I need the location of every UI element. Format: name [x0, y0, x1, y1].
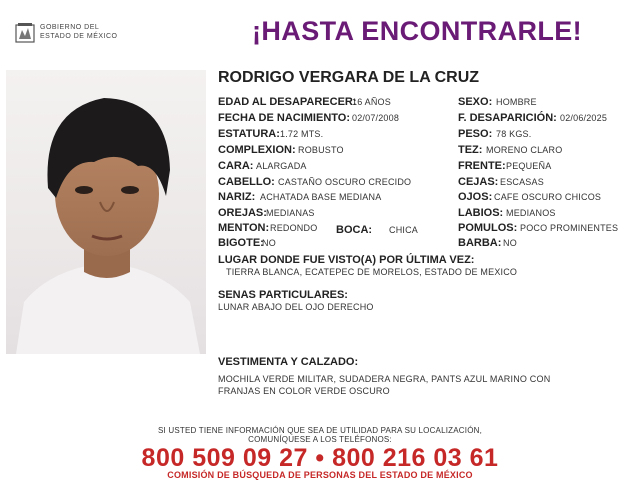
- logo-text-line2: ESTADO DE MÉXICO: [40, 33, 118, 40]
- value-sexo: HOMBRE: [496, 97, 537, 107]
- label-labios: LABIOS:: [458, 207, 504, 219]
- label-ojos: OJOS:: [458, 191, 493, 203]
- label-last-seen: LUGAR DONDE FUE VISTO(A) POR ÚLTIMA VEZ:: [218, 254, 475, 266]
- logo-text-line1: GOBIERNO DEL: [40, 24, 100, 31]
- state-coat-of-arms-icon: [14, 22, 36, 44]
- label-complexion: COMPLEXION:: [218, 144, 296, 156]
- label-cara: CARA:: [218, 160, 254, 172]
- value-edad: 16 AÑOS: [352, 97, 391, 107]
- label-sexo: SEXO:: [458, 96, 493, 108]
- value-cara: ALARGADA: [256, 161, 307, 171]
- label-cabello: CABELLO:: [218, 176, 275, 188]
- label-menton: MENTON:: [218, 222, 270, 234]
- value-clothing: MOCHILA VERDE MILITAR, SUDADERA NEGRA, PANTS AZUL MARINO CON FRANJAS EN COLOR VERDE OSCURO: [218, 374, 551, 396]
- value-bigote: NO: [262, 238, 276, 248]
- label-boca: BOCA:: [336, 224, 373, 236]
- label-frente: FRENTE:: [458, 160, 506, 172]
- value-boca: CHICA: [389, 225, 419, 235]
- value-estatura: 1.72 MTS.: [280, 129, 324, 139]
- value-pomulos: POCO PROMINENTES: [520, 223, 619, 233]
- value-ojos: CAFE OSCURO CHICOS: [494, 192, 602, 202]
- label-marks: SENAS PARTICULARES:: [218, 289, 348, 301]
- label-estatura: ESTATURA:: [218, 128, 280, 140]
- contact-info-line2: COMUNÍQUESE A LOS TELÉFONOS:: [248, 435, 392, 444]
- label-peso: PESO:: [458, 128, 493, 140]
- portrait-illustration: [6, 70, 206, 354]
- value-last-seen: TIERRA BLANCA, ECATEPEC DE MORELOS, ESTADO DE MEXICO: [226, 267, 518, 277]
- value-cabello: CASTAÑO OSCURO CRECIDO: [278, 177, 412, 187]
- value-complexion: ROBUSTO: [298, 145, 344, 155]
- value-orejas: MEDIANAS: [266, 208, 315, 218]
- value-tez: MORENO CLARO: [486, 145, 563, 155]
- value-menton: REDONDO: [270, 223, 318, 233]
- label-pomulos: POMULOS:: [458, 222, 518, 234]
- value-barba: NO: [503, 238, 517, 248]
- value-nariz: ACHATADA BASE MEDIANA: [260, 192, 382, 202]
- label-tez: TEZ:: [458, 144, 483, 156]
- label-bigote: BIGOTE:: [218, 237, 264, 249]
- label-f-desaparicion: F. DESAPARICIÓN:: [458, 112, 557, 124]
- label-fecha-nacimiento: FECHA DE NACIMIENTO:: [218, 112, 350, 124]
- missing-person-photo: [6, 70, 206, 354]
- footer-commission: COMISIÓN DE BÚSQUEDA DE PERSONAS DEL ESTADO DE MÉXICO: [167, 470, 473, 480]
- label-nariz: NARIZ:: [218, 191, 256, 203]
- value-fecha-nacimiento: 02/07/2008: [352, 113, 400, 123]
- contact-info: [0, 426, 640, 444]
- value-labios: MEDIANOS: [506, 208, 556, 218]
- value-marks: LUNAR ABAJO DEL OJO DERECHO: [218, 302, 374, 312]
- government-logo: [14, 22, 134, 46]
- person-name: RODRIGO VERGARA DE LA CRUZ: [218, 69, 480, 86]
- contact-info-line1: SI USTED TIENE INFORMACIÓN QUE SEA DE UTILIDAD PARA SU LOCALIZACIÓN,: [157, 426, 483, 435]
- label-cejas: CEJAS:: [458, 176, 499, 188]
- label-orejas: OREJAS:: [218, 207, 267, 219]
- headline: ¡HASTA ENCONTRARLE!: [252, 16, 583, 46]
- label-clothing: VESTIMENTA Y CALZADO:: [218, 356, 359, 368]
- value-f-desaparicion: 02/06/2025: [560, 113, 608, 123]
- phone-numbers: 800 509 09 27 • 800 216 03 61: [141, 444, 499, 472]
- label-edad: EDAD AL DESAPARECER:: [218, 96, 357, 108]
- value-peso: 78 KGS.: [496, 129, 532, 139]
- value-frente: PEQUEÑA: [506, 161, 552, 171]
- label-barba: BARBA:: [458, 237, 502, 249]
- value-cejas: ESCASAS: [500, 177, 544, 187]
